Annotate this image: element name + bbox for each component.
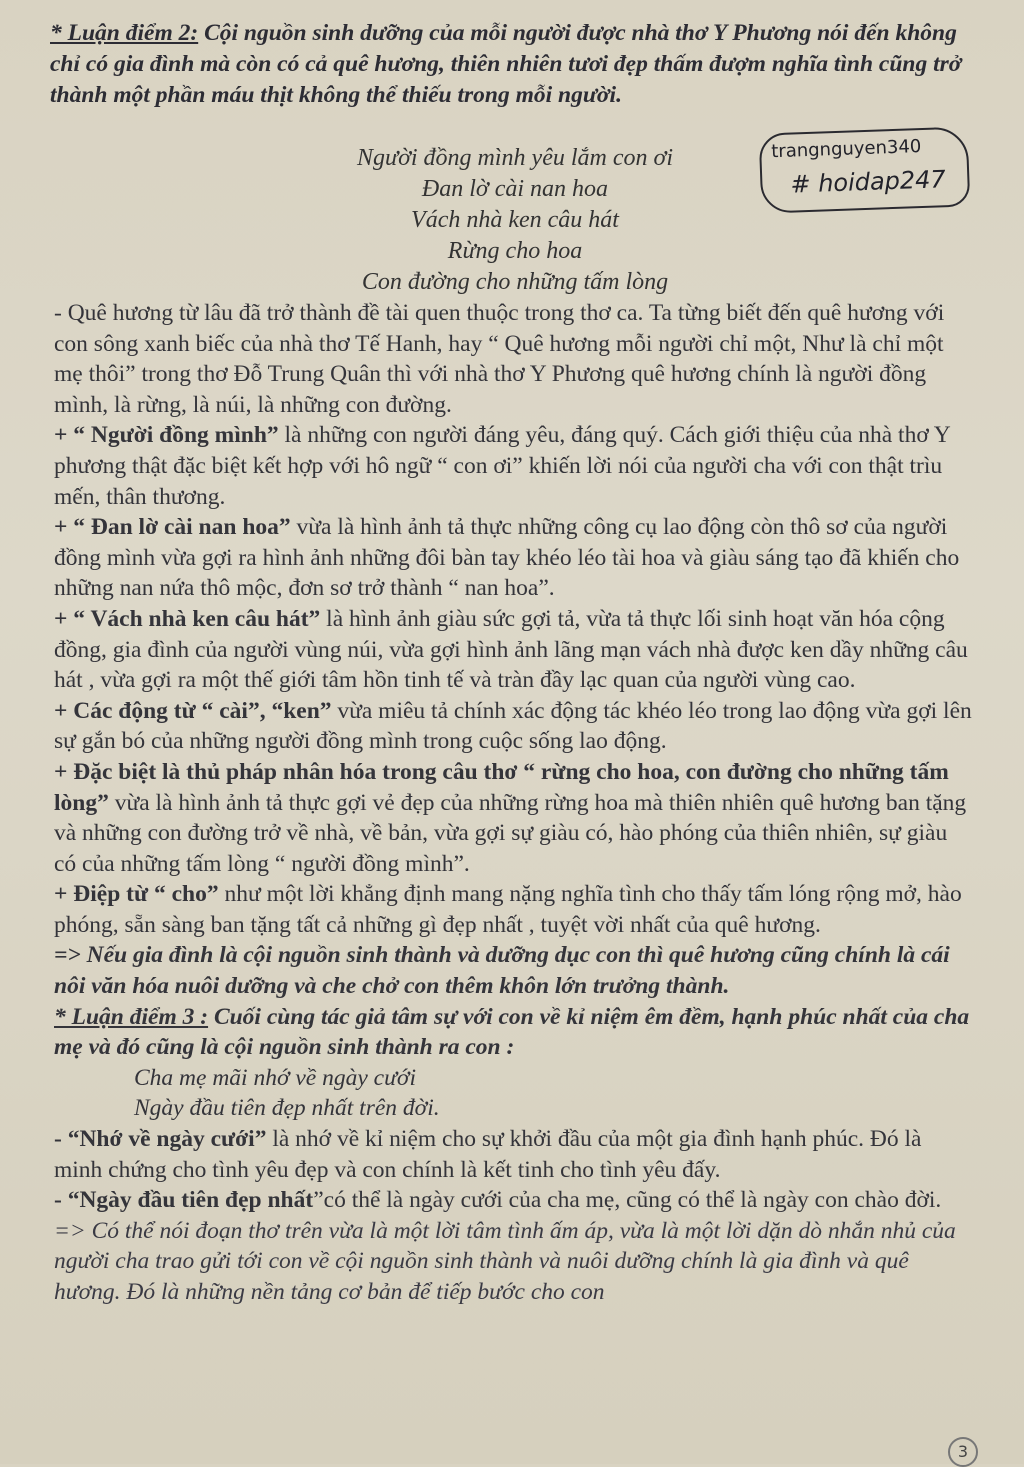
paragraph-text: vừa là hình ảnh tả thực gợi vẻ đẹp của những rừng hoa mà thiên nhiên quê hương ban tặng và những con đường trở về nhà, về bản, vừa gợi sự giàu có, hào phóng của thiên nhiên, sự giàu có của những tấm lòng “ người đồng mình”.	[54, 789, 967, 877]
paragraph-bold: - “Ngày đầu tiên đẹp nhất	[54, 1187, 314, 1214]
handwritten-watermark-stamp	[759, 126, 971, 213]
stamp-line-2: # hoidap247	[789, 165, 947, 199]
paragraph-bold: + Các động từ “ cài”, “ken”	[54, 697, 332, 724]
point-3	[54, 1002, 974, 1063]
paragraph	[54, 512, 974, 604]
paragraph-text: là hình ảnh giàu sức gợi tả, vừa tả thực lối sinh hoạt văn hóa cộng đồng, gia đình của người vùng núi, vừa gợi hình ảnh lãng mạn vách nhà được ken dầy những câu hát , vừa gợi ra một thế giới tâm hồn tinh tế và tràn đầy lạc quan của người vùng cao.	[54, 605, 968, 694]
paragraph-text: vừa miêu tả chính xác động tác khéo léo trong lao động vừa gợi lên sự gắn bó của những người đồng mình trong cuộc sống lao động.	[54, 697, 972, 755]
stamp-line-1: trangnguyen340	[770, 136, 922, 163]
paragraph-text: là những con người đáng yêu, đáng quý. Cách giới thiệu của nhà thơ Y phương thật đặc biệt kết hợp với hô ngữ “ con ơi” khiến lời nói của người cha với con thật trìu mến, thân thương.	[54, 422, 950, 510]
paragraph-bold: + “ Đan lờ cài nan hoa”	[54, 514, 291, 541]
paragraph-bold: + Điệp từ “ cho”	[54, 881, 219, 908]
paragraph	[54, 1185, 974, 1216]
poem-2-line: Cha mẹ mãi nhớ về ngày cưới	[134, 1064, 416, 1091]
point-2-intro	[50, 18, 980, 111]
page-number: 3	[948, 1437, 978, 1467]
point-2-heading: * Luận điểm 2:	[50, 20, 199, 46]
paragraph-bold: + “ Vách nhà ken câu hát”	[54, 605, 321, 632]
point-3-heading: * Luận điểm 3 :	[54, 1003, 209, 1030]
paragraph-text: như một lời khẳng định mang nặng nghĩa tình cho thấy tấm lóng rộng mở, hào phóng, sẵn sàng ban tặng tất cả những gì đẹp nhất , tuyệt vời nhất của quê hương.	[54, 881, 962, 938]
paragraph	[54, 879, 974, 940]
poem-excerpt-1	[300, 143, 730, 298]
paragraph	[54, 696, 974, 757]
poem-line: Con đường cho những tấm lòng	[361, 269, 669, 295]
conclusion-1: => Nếu gia đình là cội nguồn sinh thành và dưỡng dục con thì quê hương cũng chính là cái nôi văn hóa nuôi dưỡng và che chở con thêm khôn lớn trưởng thành.	[54, 942, 950, 1000]
main-body	[54, 298, 974, 1308]
paragraph-text: vừa là hình ảnh tả thực những công cụ lao động còn thô sơ của người đồng mình vừa gợi ra hình ảnh những đôi bàn tay khéo léo tài hoa và giàu sáng tạo đã khiến cho những nan nứa thô mộc, đơn sơ trở thành “ nan hoa”.	[54, 514, 960, 602]
paragraph-bold: + Đặc biệt là thủ pháp nhân hóa trong câu thơ “ rừng cho hoa, con đường cho những tấm lòng”	[54, 758, 949, 816]
poem-2-line: Ngày đầu tiên đẹp nhất trên đời.	[134, 1095, 440, 1122]
conclusion-2: => Có thể nói đoạn thơ trên vừa là một lời tâm tình ấm áp, vừa là một lời dặn dò nhắn nhủ của người cha trao gửi tới con về cội nguồn sinh thành và nuôi dưỡng chính là gia đình và quê hương. Đó là những nền tảng cơ bản để tiếp bước cho con	[54, 1217, 956, 1305]
paragraph	[54, 757, 974, 879]
paragraph	[54, 1124, 974, 1185]
paragraph-bold: + “ Người đồng mình”	[54, 422, 279, 449]
point-3-text: Cuối cùng tác giả tâm sự với con về kỉ niệm êm đềm, hạnh phúc nhất của cha mẹ và đó cũng là cội nguồn sinh thành ra con :	[54, 1003, 970, 1061]
paragraph: - Quê hương từ lâu đã trở thành đề tài quen thuộc trong thơ ca. Ta từng biết đến quê hương với con sông xanh biếc của nhà thơ Tế Hanh, hay “ Quê hương mỗi người chỉ một, Như là chỉ một mẹ thôi” trong thơ Đỗ Trung Quân thì với nhà thơ Y Phương quê hương chính là người đồng mình, là rừng, là núi, là những con đường.	[54, 300, 945, 418]
paragraph	[54, 420, 974, 512]
poem-line: Đan lờ cài nan hoa	[421, 176, 609, 202]
poem-line: Vách nhà ken câu hát	[411, 207, 619, 233]
poem-line: Rừng cho hoa	[447, 238, 583, 264]
paragraph-text: ”có thể là ngày cưới của cha mẹ, cũng có thể là ngày con chào đời.	[313, 1187, 942, 1214]
paragraph-bold: - “Nhớ về ngày cưới”	[54, 1126, 267, 1153]
poem-line: Người đồng mình yêu lắm con ơi	[356, 145, 673, 171]
paragraph-text: là nhớ về kỉ niệm cho sự khởi đầu của một gia đình hạnh phúc. Đó là minh chứng cho tình yêu đẹp và con chính là kết tinh cho tình yêu đấy.	[54, 1126, 922, 1183]
paragraph	[54, 604, 974, 696]
point-2-text: Cội nguồn sinh dưỡng của mỗi người được nhà thơ Y Phương nói đến không chỉ có gia đình mà còn có cả quê hương, thiên nhiên tươi đẹp thấm đượm nghĩa tình cũng trở thành một phần máu thịt không thể thiếu trong mỗi người.	[50, 20, 962, 108]
